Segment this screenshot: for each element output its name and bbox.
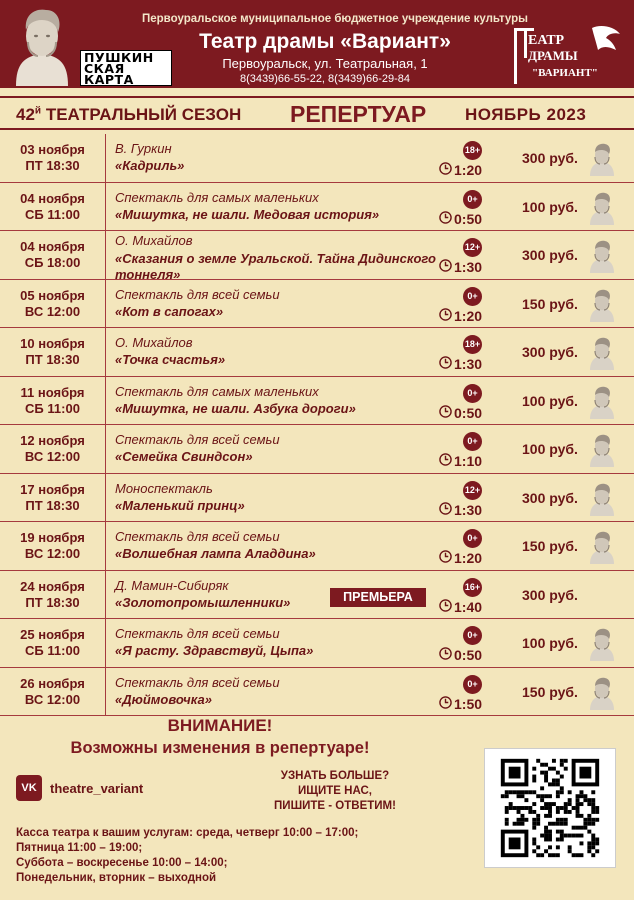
show-date: 11 ноября xyxy=(20,384,85,400)
show-author: Спектакль для всей семьи xyxy=(115,432,280,447)
theatre-logo-text: ЕАТР xyxy=(528,33,565,48)
show-daytime: ВС 12:00 xyxy=(24,303,81,319)
pushkin-card-icon xyxy=(584,286,620,322)
table-row xyxy=(0,377,634,426)
show-author: О. Михайлов xyxy=(115,233,193,248)
table-row xyxy=(0,522,634,571)
clock-icon xyxy=(439,259,454,275)
season-suffix: й xyxy=(34,105,42,117)
repertoire-title: РЕПЕРТУАР xyxy=(290,101,427,127)
show-date: 24 ноября xyxy=(20,578,85,594)
show-title: «Маленький принц» xyxy=(115,497,245,513)
show-title: «Я расту. Здравствуй, Цыпа» xyxy=(115,643,314,658)
show-author: О. Михайлов xyxy=(115,335,193,350)
date-cell xyxy=(0,668,106,716)
show-daytime: ВС 12:00 xyxy=(24,546,81,561)
pushkin-card-icon xyxy=(584,189,620,225)
date-cell xyxy=(0,134,106,182)
show-author: Спектакль для всей семьи xyxy=(115,626,280,641)
show-daytime: ВС 12:00 xyxy=(24,691,81,707)
show-title: «Мишутка, не шали. Медовая история» xyxy=(115,206,380,222)
duration xyxy=(439,502,482,518)
pushkin-card-icon xyxy=(584,237,620,273)
pushkin-card-icon xyxy=(584,334,620,370)
pushkin-card-logo-line: ПУШКИН xyxy=(84,50,154,65)
show-title: «Волшебная лампа Аладдина» xyxy=(115,546,316,561)
clock-icon xyxy=(439,308,454,324)
show-price: 150 руб. xyxy=(522,295,578,312)
duration xyxy=(439,599,482,615)
contact-prompt-line: УЗНАТЬ БОЛЬШЕ? xyxy=(280,770,390,782)
table-row xyxy=(0,183,634,232)
duration xyxy=(439,308,482,324)
date-cell xyxy=(0,522,106,570)
show-title: «Сказания о земле Уральской. Тайна Дидинского тоннеля» xyxy=(115,251,436,282)
table-row xyxy=(0,668,634,717)
hours-line: Суббота – воскресенье 10:00 – 14:00; xyxy=(16,857,228,869)
duration-text: 1:20 xyxy=(454,162,483,178)
pushkin-card-logo xyxy=(80,50,172,86)
clock-icon xyxy=(439,211,454,227)
show-title: «Золотопромышленники» xyxy=(115,594,291,610)
date-cell xyxy=(0,571,106,619)
duration-text: 0:50 xyxy=(454,404,483,421)
theatre-address: Первоуральск, ул. Театральная, 1 xyxy=(222,56,428,71)
table-row xyxy=(0,425,634,474)
duration-text: 0:50 xyxy=(454,210,483,227)
show-price: 100 руб. xyxy=(522,198,578,215)
contact-prompt-line: ИЩИТЕ НАС, xyxy=(298,785,372,797)
premiere-badge: ПРЕМЬЕРА xyxy=(330,588,426,607)
age-rating-badge: 16+ xyxy=(463,578,482,597)
hours-line: Пятница 11:00 – 19:00; xyxy=(16,842,143,854)
age-rating-badge: 0+ xyxy=(463,675,482,694)
age-rating-badge: 0+ xyxy=(463,626,482,645)
show-price: 300 руб. xyxy=(522,489,578,506)
theatre-phones: 8(3439)66-55-22, 8(3439)66-29-84 xyxy=(239,73,410,85)
contact-prompt-line: ПИШИТЕ - ОТВЕТИМ! xyxy=(274,800,396,812)
pushkin-card-icon xyxy=(584,431,620,467)
age-rating-badge: 12+ xyxy=(463,481,482,500)
show-date: 12 ноября xyxy=(20,433,85,448)
show-date: 03 ноября xyxy=(20,142,85,157)
table-row xyxy=(0,571,634,620)
age-rating-badge: 0+ xyxy=(463,287,482,306)
header xyxy=(0,0,634,88)
clock-icon xyxy=(439,696,454,712)
duration-text: 0:50 xyxy=(454,647,483,663)
age-rating-badge: 18+ xyxy=(463,335,482,354)
show-daytime: СБ 11:00 xyxy=(25,643,80,658)
pushkin-card-icon xyxy=(584,383,620,419)
show-price: 300 руб. xyxy=(522,344,578,360)
attention-text: Возможны изменения в репертуаре! xyxy=(70,739,370,757)
show-price: 300 руб. xyxy=(522,247,578,263)
show-price: 100 руб. xyxy=(522,441,578,457)
theatre-logo xyxy=(510,22,628,86)
show-date: 26 ноября xyxy=(20,675,85,691)
show-daytime: СБ 18:00 xyxy=(24,255,81,270)
show-price: 100 руб. xyxy=(522,635,578,651)
table-row xyxy=(0,328,634,377)
theatre-logo-text: "ВАРИАНТ" xyxy=(532,67,598,79)
age-rating-badge: 0+ xyxy=(463,529,482,548)
duration-text: 1:30 xyxy=(454,501,483,518)
show-author: Спектакль для всей семьи xyxy=(115,674,280,690)
pushkin-card-icon xyxy=(584,480,620,516)
show-author: Спектакль для самых маленьких xyxy=(115,383,319,399)
clock-icon xyxy=(439,453,454,469)
age-rating-badge: 18+ xyxy=(463,141,482,160)
table-row xyxy=(0,231,634,280)
duration-text: 1:20 xyxy=(454,307,483,324)
show-price: 300 руб. xyxy=(522,586,578,603)
table-row xyxy=(0,474,634,523)
show-author: В. Гуркин xyxy=(115,141,172,156)
show-date: 04 ноября xyxy=(20,190,85,206)
show-price: 150 руб. xyxy=(522,683,578,700)
organization-name: Первоуральское муниципальное бюджетное учреждение культуры xyxy=(142,13,528,25)
show-title: «Точка счастья» xyxy=(115,352,226,367)
duration-text: 1:20 xyxy=(454,550,483,566)
show-daytime: СБ 11:00 xyxy=(25,206,80,222)
duration-text: 1:10 xyxy=(454,453,483,469)
pushkin-card-icon xyxy=(584,140,620,176)
age-rating-badge: 0+ xyxy=(463,190,482,209)
table-row xyxy=(0,134,634,183)
box-office-hours xyxy=(16,826,358,886)
date-cell xyxy=(0,231,106,279)
show-title: «Кадриль» xyxy=(115,158,185,173)
show-daytime: СБ 11:00 xyxy=(25,400,80,416)
clock-icon xyxy=(439,550,454,566)
theatre-name: Театр драмы «Вариант» xyxy=(199,30,451,53)
show-date: 04 ноября xyxy=(20,239,85,254)
theatre-logo-text: ДРАМЫ xyxy=(528,48,578,63)
duration xyxy=(439,162,482,178)
show-daytime: ПТ 18:30 xyxy=(25,497,80,513)
duration xyxy=(439,550,482,566)
show-title: «Семейка Свиндсон» xyxy=(115,449,253,464)
show-daytime: ПТ 18:30 xyxy=(25,158,80,173)
duration xyxy=(439,453,482,469)
show-date: 17 ноября xyxy=(20,481,85,497)
show-price: 300 руб. xyxy=(522,150,578,166)
show-author: Спектакль для самых маленьких xyxy=(115,189,319,205)
clock-icon xyxy=(439,162,454,178)
season-number: 42 xyxy=(16,105,35,124)
duration xyxy=(439,647,482,663)
show-daytime: ВС 12:00 xyxy=(24,449,81,464)
hours-line: Касса театра к вашим услугам: среда, четверг 10:00 – 17:00; xyxy=(16,827,359,839)
show-date: 25 ноября xyxy=(20,627,85,642)
date-cell xyxy=(0,183,106,231)
show-date: 10 ноября xyxy=(20,336,85,351)
age-rating-badge: 0+ xyxy=(463,384,482,403)
pushkin-card-icon xyxy=(584,625,620,661)
table-row xyxy=(0,280,634,329)
show-author: Спектакль для всей семьи xyxy=(115,529,280,544)
attention-block xyxy=(0,716,440,758)
table-row xyxy=(0,619,634,668)
age-rating-badge: 0+ xyxy=(463,432,482,451)
show-daytime: ПТ 18:30 xyxy=(25,352,80,367)
contact-prompt xyxy=(260,769,410,814)
date-cell xyxy=(0,619,106,667)
clock-icon xyxy=(439,599,454,615)
pushkin-card-logo-line: СКАЯ xyxy=(84,61,125,76)
duration-text: 1:40 xyxy=(454,598,483,615)
date-cell xyxy=(0,425,106,473)
date-cell xyxy=(0,474,106,522)
clock-icon xyxy=(439,502,454,518)
show-daytime: ПТ 18:30 xyxy=(25,594,80,610)
date-cell xyxy=(0,377,106,425)
show-price: 100 руб. xyxy=(522,392,578,409)
show-date: 19 ноября xyxy=(20,530,85,545)
duration xyxy=(439,259,482,275)
vk-icon[interactable]: VK xyxy=(16,775,42,801)
show-date: 05 ноября xyxy=(20,287,85,303)
clock-icon xyxy=(439,356,454,372)
duration xyxy=(439,211,482,227)
pushkin-card-icon xyxy=(584,674,620,710)
duration-text: 1:50 xyxy=(454,695,483,712)
month-label: НОЯБРЬ 2023 xyxy=(465,105,587,124)
duration-text: 1:30 xyxy=(454,259,483,275)
hours-line: Понедельник, вторник – выходной xyxy=(16,872,217,884)
date-cell xyxy=(0,280,106,328)
season-bar xyxy=(0,96,634,130)
duration-text: 1:30 xyxy=(454,356,483,372)
show-author: Д. Мамин-Сибиряк xyxy=(115,577,229,593)
duration xyxy=(439,696,482,712)
qr-code[interactable] xyxy=(484,748,616,868)
show-title: «Дюймовочка» xyxy=(115,691,212,707)
show-author: Моноспектакль xyxy=(115,480,213,496)
show-title: «Мишутка, не шали. Азбука дороги» xyxy=(115,400,356,416)
pushkin-card-logo-line: КАРТА xyxy=(84,72,134,87)
clock-icon xyxy=(439,405,454,421)
show-title: «Кот в сапогах» xyxy=(115,303,224,319)
date-cell xyxy=(0,328,106,376)
vk-handle[interactable]: theatre_variant xyxy=(50,781,144,796)
show-price: 150 руб. xyxy=(522,538,578,554)
age-rating-badge: 12+ xyxy=(463,238,482,257)
show-author: Спектакль для всей семьи xyxy=(115,286,280,302)
duration xyxy=(439,356,482,372)
pushkin-card-icon xyxy=(584,528,620,564)
season-label xyxy=(16,105,241,125)
clock-icon xyxy=(439,647,454,663)
pushkin-portrait-image xyxy=(6,4,78,86)
duration xyxy=(439,405,482,421)
attention-title: ВНИМАНИЕ! xyxy=(167,716,273,735)
season-text: ТЕАТРАЛЬНЫЙ СЕЗОН xyxy=(45,105,242,124)
